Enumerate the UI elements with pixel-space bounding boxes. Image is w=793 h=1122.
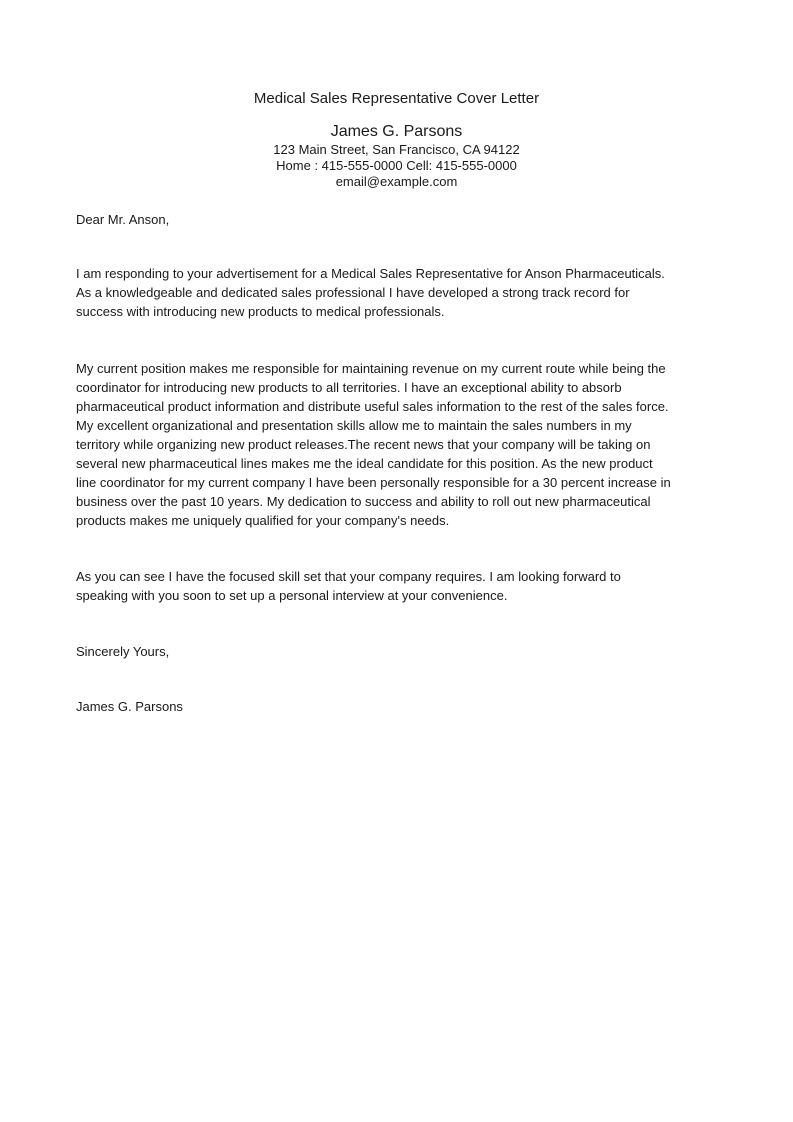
closing: Sincerely Yours, (76, 644, 170, 659)
paragraph-2 (76, 359, 716, 530)
sender-email: email@example.com (335, 174, 458, 189)
paragraph-3 (76, 567, 716, 605)
paragraph-line: speaking with you soon to set up a personal interview at your convenience. (76, 588, 508, 603)
paragraph-line: As a knowledgeable and dedicated sales professional I have developed a strong track record for (76, 285, 630, 300)
paragraph-line: My excellent organizational and presentation skills allow me to maintain the sales numbers in my (76, 418, 632, 433)
paragraph-line: products makes me uniquely qualified for your company's needs. (76, 513, 450, 528)
sender-name: James G. Parsons (330, 123, 463, 140)
document-title: Medical Sales Representative Cover Letter (253, 90, 540, 107)
paragraph-line: success with introducing new products to medical professionals. (76, 304, 445, 319)
paragraph-line: several new pharmaceutical lines makes me the ideal candidate for this position. As the new product (76, 456, 653, 471)
paragraph-line: business over the past 10 years. My dedication to success and ability to roll out new pharmaceutical (76, 494, 651, 509)
sender-address: 123 Main Street, San Francisco, CA 94122 (273, 142, 520, 157)
paragraph-line: My current position makes me responsible for maintaining revenue on my current route while being the (76, 361, 666, 376)
paragraph-line: line coordinator for my current company I have been personally responsible for a 30 percent increase in (76, 475, 671, 490)
paragraph-line: As you can see I have the focused skill set that your company requires. I am looking forward to (76, 569, 621, 584)
paragraph-1 (76, 264, 716, 321)
paragraph-line: I am responding to your advertisement for a Medical Sales Representative for Anson Pharmaceuticals. (76, 266, 665, 281)
paragraph-line: coordinator for introducing new products to all territories. I have an exceptional ability to absorb (76, 380, 622, 395)
sender-phones: Home : 415-555-0000 Cell: 415-555-0000 (276, 158, 517, 173)
paragraph-line: pharmaceutical product information and distribute useful sales information to the rest of the sales force. (76, 399, 669, 414)
paragraph-line: territory while organizing new product releases.The recent news that your company will be taking on (76, 437, 651, 452)
salutation: Dear Mr. Anson, (76, 212, 170, 227)
signature-name: James G. Parsons (76, 699, 183, 714)
